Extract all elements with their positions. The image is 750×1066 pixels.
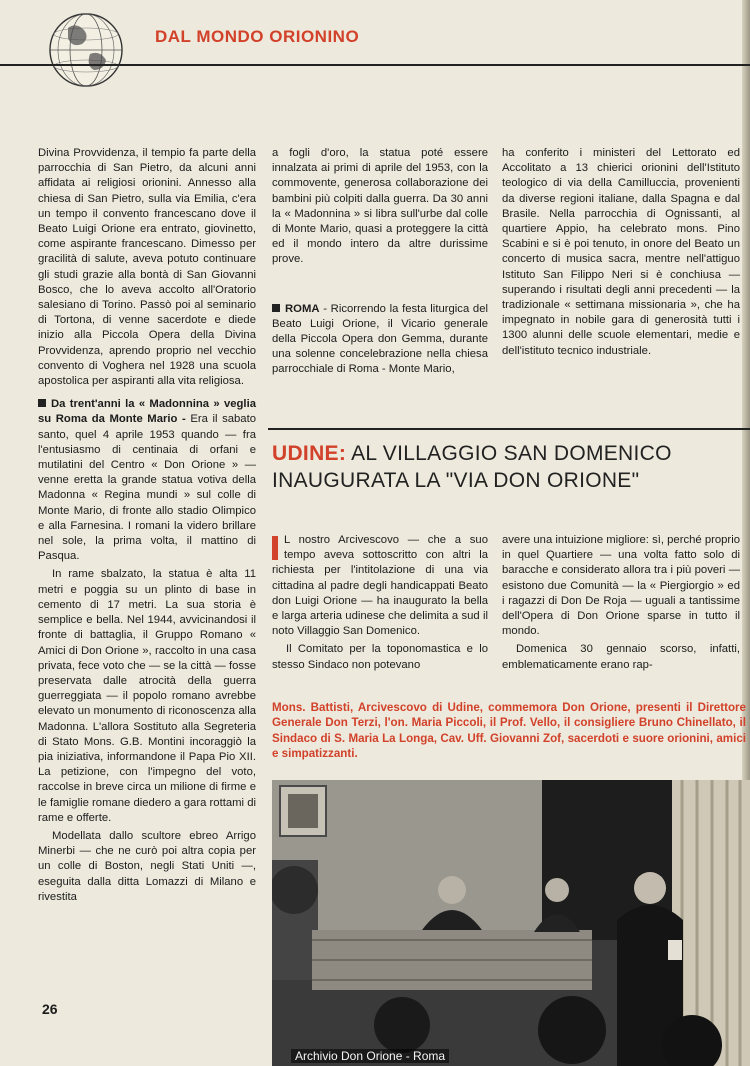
headline-line-1: AL VILLAGGIO SAN DOMENICO <box>351 442 672 465</box>
article-rule <box>268 428 750 430</box>
col1-paragraph-2 <box>38 397 256 564</box>
event-photo-illustration <box>272 780 750 1066</box>
col2-paragraph-1: a fogli d'oro, la statua poté essere innalzata ai primi di aprile del 1953, con la commovente, generosa collaborazione dei bambini più colpiti dalla guerra. Da 30 anni la « Madonnina » si libra sull'urbe dal colle di Monte Mario, quasi a proteggere la città ed il mondo intero da altre durissime prove. <box>272 147 488 266</box>
headline-line-2: INAUGURATA LA "VIA DON ORIONE" <box>272 469 640 492</box>
column-3 <box>502 146 740 359</box>
col2-paragraph-2 <box>272 302 488 378</box>
section-title: DAL MONDO ORIONINO <box>155 27 360 46</box>
square-bullet-icon <box>38 399 46 407</box>
article-left-paragraph-1 <box>272 533 488 639</box>
col1-paragraph-4: Modellata dallo scultore ebreo Arrigo Minerbi — che ne curò poi altra copia per un colle di Boston, negli Stati Uniti —, eseguita dalla ditta Lomazzi di Milano e rivestita <box>38 829 256 903</box>
article-right-column <box>502 533 740 673</box>
event-photo <box>272 780 750 1066</box>
col1-paragraph-2-text: Era il sabato santo, quel 4 aprile 1953 quando — fra l'entusiasmo di centinaia di orfani e mutilatini del Centro « Don Orione » — venne eretta la grande statua votiva della Madonna « Regina mundi » sul colle di Monte Mario, di fronte allo stadio Olimpico e alla Farnesina. I romani la videro brillare nel sole, la prima volta, il mattino di Pasqua. <box>38 413 257 563</box>
col1-paragraph-1: Divina Provvidenza, il tempio fa parte della parrocchia di San Pietro, da alcuni anni affidata ai religiosi orionini. Annesso alla chiesa di San Pietro, sulla via Emilia, c'era un tempo il convento francescano dove il Beato Luigi Orione era entrato, giovinetto, come aspirante francescano. Dimesso per gracilità di salute, aveva potuto continuare gli studi grazie alla bontà di San Giovanni Bosco, che lo aveva accolto all'Oratorio salesiano di Torino. Passò poi al seminario di Tortona, di venne sacerdote e diede inizio alla Piccola Opera della Divina Provvidenza, aprendo proprio nel vecchio convento di Voghera nel 1928 una scuola apostolica per aspiranti alla vita religiosa. <box>38 147 256 388</box>
col2-paragraph-2-text: - Ricorrendo la festa liturgica del Beato Luigi Orione, il Vicario generale della Piccola Opera don Gemma, durante una solenne concelebrazione nella chiesa parrocchiale di Roma - Monte Mario, <box>272 302 489 376</box>
headline-place: UDINE: <box>272 442 347 465</box>
col1-paragraph-3: In rame sbalzato, la statua è alta 11 metri e poggia su un plinto di base in cemento di 17 metri. La sua storia è semplice e bella. Nel 1944, avvicinandosi il fronte di battaglia, il Gruppo Romano « Amici di Don Orione », raccolto in una casa privata, fece voto che — se la città — fosse preservata dalle atrocità della guerra guerreggiata — il popolo romano avrebbe elevato un monumento di riconoscenza alla Madonna. L'allora Sostituto alla Segreteria di Stato Mons. G.B. Montini incoraggiò la pia iniziativa, informandone il Papa Pio XII. La petizione, con l'impegno del voto, raccolse in breve circa un milione di firme e le famiglie romane diedero a gara rottami di rame e offerte. <box>38 568 256 824</box>
square-bullet-icon <box>272 304 280 312</box>
col2-subhead: ROMA <box>285 302 320 315</box>
header-rule <box>0 64 750 66</box>
archive-watermark: Archivio Don Orione - Roma <box>291 1049 449 1063</box>
article-left-column <box>272 533 488 673</box>
article-left-paragraph-2: Il Comitato per la toponomastica e lo stesso Sindaco non potevano <box>272 643 488 671</box>
col1-subhead: Da trent'anni la « Madonnina » veglia su Roma da Monte Mario - <box>38 398 256 426</box>
column-1 <box>38 146 256 905</box>
globe-icon <box>38 4 134 96</box>
column-2 <box>272 146 488 378</box>
article-headline <box>272 440 742 494</box>
col3-paragraph-1: ha conferito i ministeri del Lettorato ed Accolitato a 13 chierici orionini dell'Istituto teologico di via della Camilluccia, provenienti da diverse regioni italiane, dalla Spagna e dal Brasile. Nella parrocchia di Ognissanti, al quartiere Appio, ha celebrato mons. Pino Scabini e si è poi tenuto, in onore del Beato un concerto di musica sacra, mentre nell'attiguo Istituto San Filippo Neri si è conchiusa — superando i risultati degli anni precedenti — la tradizionale « settimana missionaria », che ha impegnato in nobile gara di generosità tutti i 1300 alunni delle scuole elementari, medie e dell'istituto tecnico industriale. <box>502 147 740 357</box>
article-right-paragraph-1: avere una intuizione migliore: sì, perché proprio in quel Quartiere — una volta fatto solo di baracche e considerato allora tra i più poveri — esistono due Comunità — la « Piergiorgio » ed i ragazzi di Don De Roja — uguali a tantissime dell'Opera di Don Orione sparse in tutto il mondo. <box>502 534 740 638</box>
page-number: 26 <box>42 1001 58 1017</box>
dropcap-mark <box>272 536 278 560</box>
article-right-paragraph-2: Domenica 30 gennaio scorso, infatti, emblematicamente erano rap- <box>502 643 740 671</box>
photo-caption: Mons. Battisti, Arcivescovo di Udine, commemora Don Orione, presenti il Direttore Generale Don Terzi, l'on. Maria Piccoli, il Prof. Vello, il consigliere Bruno Chinellato, il Sindaco di S. Maria La Longa, Cav. Uff. Giovanni Zof, sacerdoti e suore orionini, amici e simpatizzanti. <box>272 701 746 761</box>
article-left-paragraph-1-text: L nostro Arcivescovo — che a suo tempo aveva sottoscritto con altri la richiesta per l'intitolazione di una via cittadina al padre degli handicappati Beato don Luigi Orione — ha inaugurato la bella e larga arteria udinese che delimita a sud il noto Villaggio San Domenico. <box>272 534 488 638</box>
